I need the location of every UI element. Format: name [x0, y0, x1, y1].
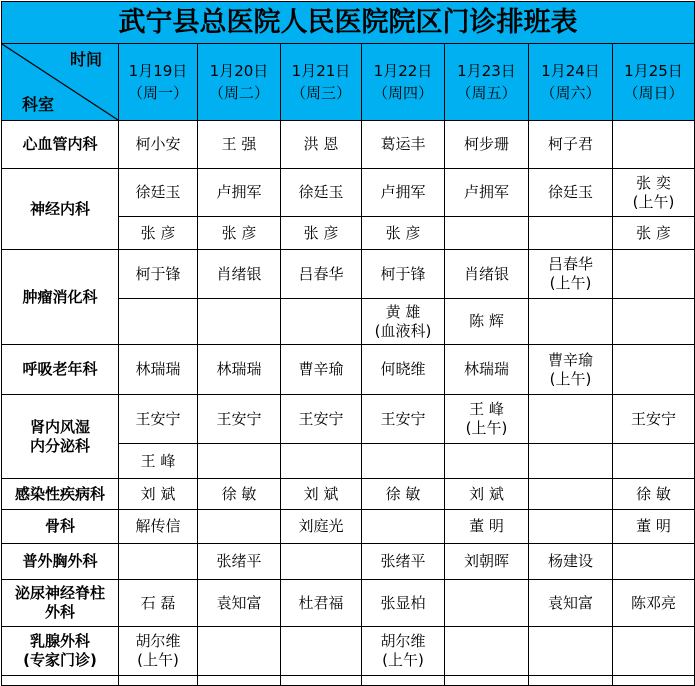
doctor-cell: 葛运丰 — [362, 121, 445, 169]
weekday: （周六） — [540, 84, 601, 102]
doctor-cell — [119, 299, 198, 345]
department-name: 肿瘤消化科 — [2, 250, 119, 345]
doctor-cell: 徐 敏 — [362, 479, 445, 510]
doctor-cell: 王 峰 — [119, 444, 198, 479]
doctor-cell: 王 强 — [198, 121, 281, 169]
empty-cell — [281, 676, 362, 686]
doctor-cell — [362, 444, 445, 479]
doctor-cell: 林瑞瑞 — [445, 345, 529, 395]
doctor-cell: 张绪平 — [198, 544, 281, 580]
doctor-cell — [529, 395, 613, 444]
doctor-cell — [613, 627, 695, 676]
doctor-cell: 柯步珊 — [445, 121, 529, 169]
date: 1月23日 — [457, 62, 516, 80]
department-name: 感染性疾病科 — [2, 479, 119, 510]
doctor-cell: 杜君福 — [281, 580, 362, 627]
date: 1月19日 — [128, 62, 188, 80]
doctor-cell — [198, 444, 281, 479]
doctor-cell: 柯于锋 — [119, 250, 198, 299]
date: 1月25日 — [624, 62, 683, 80]
doctor-cell: 徐廷玉 — [529, 169, 613, 217]
date-header — [362, 44, 445, 121]
doctor-cell: 肖绪银 — [445, 250, 529, 299]
doctor-cell — [613, 250, 695, 299]
table-row — [2, 169, 695, 217]
doctor-cell: 王安宁 — [362, 395, 445, 444]
empty-cell — [529, 676, 613, 686]
doctor-cell — [529, 510, 613, 544]
page-title: 武宁县总医院人民医院院区门诊排班表 — [2, 2, 695, 44]
doctor-cell: 王安宁 — [281, 395, 362, 444]
doctor-cell — [362, 510, 445, 544]
table-row — [2, 250, 695, 299]
doctor-cell: 石 磊 — [119, 580, 198, 627]
doctor-cell: 刘 斌 — [445, 479, 529, 510]
table-row — [2, 510, 695, 544]
department-name: 呼吸老年科 — [2, 345, 119, 395]
doctor-cell — [529, 479, 613, 510]
doctor-cell: 袁知富 — [198, 580, 281, 627]
weekday: （周五） — [456, 84, 517, 102]
doctor-cell: 张 彦 — [613, 217, 695, 250]
doctor-cell: 王 峰 (上午) — [445, 395, 529, 444]
schedule-table — [1, 1, 695, 686]
date: 1月24日 — [541, 62, 600, 80]
time-label: 时间 — [69, 50, 102, 69]
date: 1月21日 — [291, 62, 351, 80]
department-name: 神经内科 — [2, 169, 119, 250]
doctor-cell: 董 明 — [445, 510, 529, 544]
weekday: （周日） — [623, 84, 684, 102]
doctor-cell: 张显柏 — [362, 580, 445, 627]
table-row — [2, 479, 695, 510]
doctor-cell: 曹辛瑜 (上午) — [529, 345, 613, 395]
date-header — [119, 44, 198, 121]
empty-cell — [362, 676, 445, 686]
date: 1月22日 — [373, 62, 433, 80]
doctor-cell: 陈邓亮 — [613, 580, 695, 627]
table-row — [2, 395, 695, 444]
dept-label: 科室 — [22, 95, 55, 114]
doctor-cell: 洪 恩 — [281, 121, 362, 169]
empty-cell — [613, 676, 695, 686]
table-row — [2, 580, 695, 627]
doctor-cell — [613, 121, 695, 169]
table-row — [2, 121, 695, 169]
doctor-cell — [529, 627, 613, 676]
date-header — [613, 44, 695, 121]
date-header — [198, 44, 281, 121]
doctor-cell — [613, 444, 695, 479]
doctor-cell — [529, 444, 613, 479]
doctor-cell: 刘庭光 — [281, 510, 362, 544]
doctor-cell: 胡尔维 (上午) — [119, 627, 198, 676]
empty-cell — [119, 676, 198, 686]
doctor-cell: 柯子君 — [529, 121, 613, 169]
department-name: 肾内风湿 内分泌科 — [2, 395, 119, 479]
doctor-cell: 卢拥军 — [362, 169, 445, 217]
doctor-cell: 柯小安 — [119, 121, 198, 169]
empty-cell — [445, 676, 529, 686]
table-row — [2, 345, 695, 395]
doctor-cell — [119, 544, 198, 580]
doctor-cell — [613, 544, 695, 580]
doctor-cell: 柯于锋 — [362, 250, 445, 299]
doctor-cell: 袁知富 — [529, 580, 613, 627]
doctor-cell: 王安宁 — [198, 395, 281, 444]
doctor-cell: 林瑞瑞 — [198, 345, 281, 395]
doctor-cell: 黄 雄 (血液科) — [362, 299, 445, 345]
corner-header — [2, 44, 119, 121]
table-row — [2, 627, 695, 676]
department-name: 心血管内科 — [2, 121, 119, 169]
doctor-cell — [281, 444, 362, 479]
doctor-cell — [198, 510, 281, 544]
department-name: 泌尿神经脊柱 外科 — [2, 580, 119, 627]
department-name: 骨科 — [2, 510, 119, 544]
department-name: 乳腺外科 (专家门诊) — [2, 627, 119, 676]
doctor-cell — [613, 345, 695, 395]
date-header — [445, 44, 529, 121]
date-header — [529, 44, 613, 121]
weekday: （周二） — [208, 84, 269, 102]
weekday: （周三） — [290, 84, 351, 102]
table-row — [2, 676, 695, 686]
doctor-cell: 王安宁 — [613, 395, 695, 444]
doctor-cell: 徐 敏 — [198, 479, 281, 510]
doctor-cell — [445, 217, 529, 250]
doctor-cell: 徐 敏 — [613, 479, 695, 510]
weekday: （周四） — [372, 84, 433, 102]
doctor-cell: 曹辛瑜 — [281, 345, 362, 395]
doctor-cell: 张 彦 — [198, 217, 281, 250]
empty-cell — [2, 676, 119, 686]
doctor-cell: 张绪平 — [362, 544, 445, 580]
doctor-cell — [281, 299, 362, 345]
doctor-cell: 陈 辉 — [445, 299, 529, 345]
doctor-cell: 徐廷玉 — [281, 169, 362, 217]
doctor-cell: 王安宁 — [119, 395, 198, 444]
doctor-cell — [198, 299, 281, 345]
doctor-cell — [281, 544, 362, 580]
doctor-cell: 张 彦 — [119, 217, 198, 250]
doctor-cell — [445, 444, 529, 479]
doctor-cell: 解传信 — [119, 510, 198, 544]
doctor-cell — [445, 580, 529, 627]
doctor-cell: 肖绪银 — [198, 250, 281, 299]
doctor-cell — [445, 627, 529, 676]
doctor-cell — [529, 217, 613, 250]
doctor-cell: 张 彦 — [362, 217, 445, 250]
doctor-cell: 董 明 — [613, 510, 695, 544]
doctor-cell — [613, 299, 695, 345]
empty-cell — [198, 676, 281, 686]
doctor-cell: 张 奕 (上午) — [613, 169, 695, 217]
doctor-cell: 张 彦 — [281, 217, 362, 250]
doctor-cell — [198, 627, 281, 676]
doctor-cell: 吕春华 (上午) — [529, 250, 613, 299]
doctor-cell: 杨建设 — [529, 544, 613, 580]
doctor-cell: 吕春华 — [281, 250, 362, 299]
date: 1月20日 — [209, 62, 269, 80]
table-row — [2, 544, 695, 580]
date-header — [281, 44, 362, 121]
weekday: （周一） — [127, 84, 188, 102]
doctor-cell: 胡尔维 (上午) — [362, 627, 445, 676]
department-name: 普外胸外科 — [2, 544, 119, 580]
doctor-cell: 何晓维 — [362, 345, 445, 395]
doctor-cell: 刘朝晖 — [445, 544, 529, 580]
doctor-cell: 徐廷玉 — [119, 169, 198, 217]
doctor-cell: 刘 斌 — [281, 479, 362, 510]
doctor-cell: 林瑞瑞 — [119, 345, 198, 395]
doctor-cell: 卢拥军 — [198, 169, 281, 217]
doctor-cell — [281, 627, 362, 676]
doctor-cell — [529, 299, 613, 345]
doctor-cell: 卢拥军 — [445, 169, 529, 217]
doctor-cell: 刘 斌 — [119, 479, 198, 510]
